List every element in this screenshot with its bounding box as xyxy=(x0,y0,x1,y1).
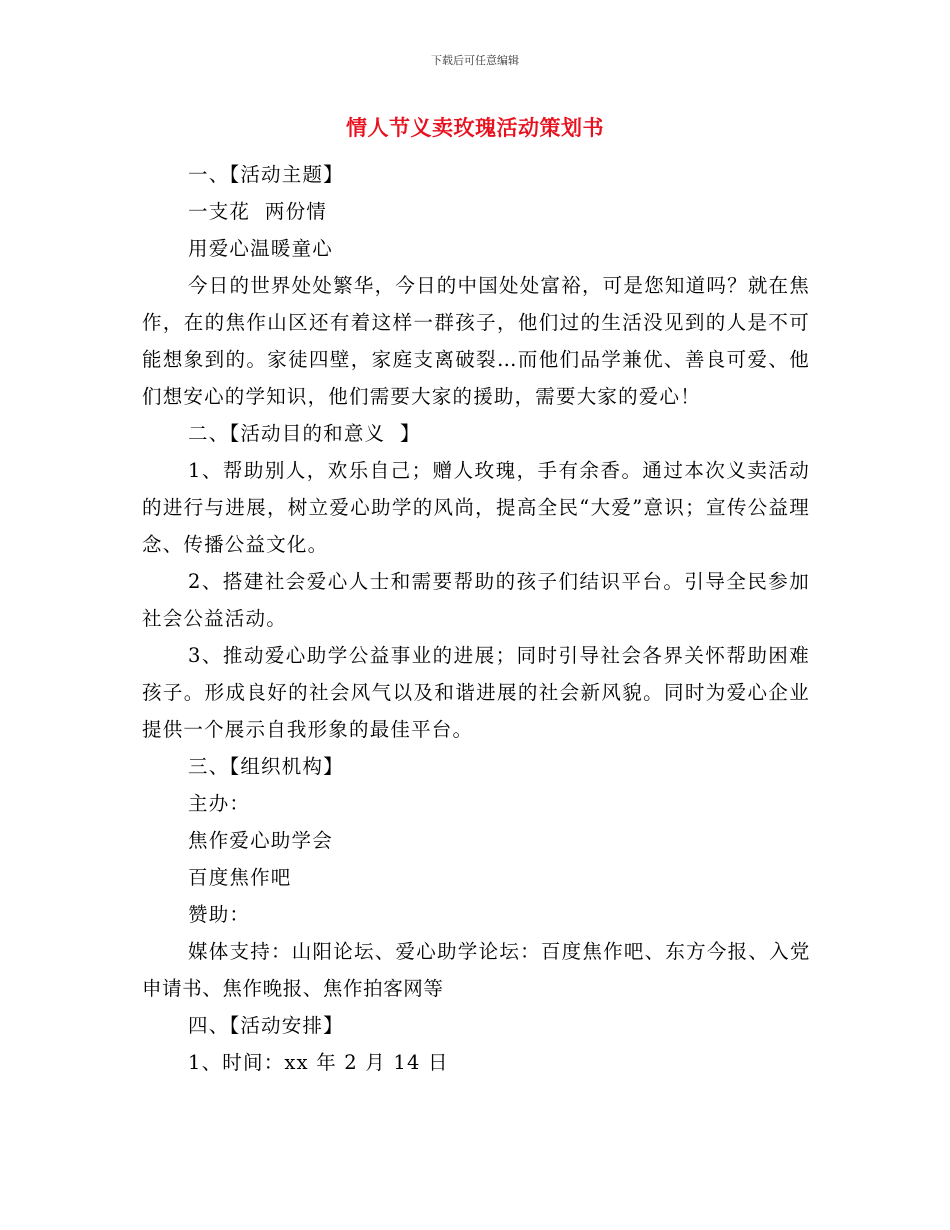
section-heading-purpose: 二、【活动目的和意义 】 xyxy=(188,422,421,445)
media-support: 媒体支持：山阳论坛、爱心助学论坛：百度焦作吧、东方今报、入党申请书、焦作晚报、焦作拍客网等 xyxy=(142,940,810,1000)
section-heading-theme: 一、【活动主题】 xyxy=(188,163,344,186)
schedule-time: 1、时间：xx 年 2 月 14 日 xyxy=(188,1051,449,1074)
document-title: 情人节义卖玫瑰活动策划书 xyxy=(346,115,604,140)
document-body xyxy=(142,156,810,1081)
organizer-label: 主办： xyxy=(188,792,251,815)
section-heading-organization: 三、【组织机构】 xyxy=(188,755,344,778)
purpose-item-2: 2、搭建社会爱心人士和需要帮助的孩子们结识平台。引导全民参加社会公益活动。 xyxy=(142,570,810,630)
header-note: 下载后可任意编辑 xyxy=(431,54,519,67)
theme-line-1: 一支花 两份情 xyxy=(188,200,327,223)
intro-paragraph: 今日的世界处处繁华，今日的中国处处富裕，可是您知道吗？就在焦作，在的焦作山区还有着这样一群孩子，他们过的生活没见到的人是不可能想象到的。家徒四壁，家庭支离破裂…而他们品学兼优、善良可爱、他们想安心的学知识，他们需要大家的援助，需要大家的爱心！ xyxy=(142,274,810,408)
section-heading-schedule: 四、【活动安排】 xyxy=(188,1014,344,1037)
organizer-2: 百度焦作吧 xyxy=(188,866,292,889)
organizer-1: 焦作爱心助学会 xyxy=(188,829,333,852)
purpose-item-3: 3、推动爱心助学公益事业的进展；同时引导社会各界关怀帮助困难孩子。形成良好的社会风气以及和谐进展的社会新风貌。同时为爱心企业提供一个展示自我形象的最佳平台。 xyxy=(142,644,810,741)
purpose-item-1: 1、帮助别人，欢乐自己；赠人玫瑰，手有余香。通过本次义卖活动的进行与进展，树立爱心助学的风尚，提高全民“大爱”意识；宣传公益理念、传播公益文化。 xyxy=(142,459,810,556)
sponsor-label: 赞助： xyxy=(188,903,251,926)
theme-line-2: 用爱心温暖童心 xyxy=(188,237,333,260)
